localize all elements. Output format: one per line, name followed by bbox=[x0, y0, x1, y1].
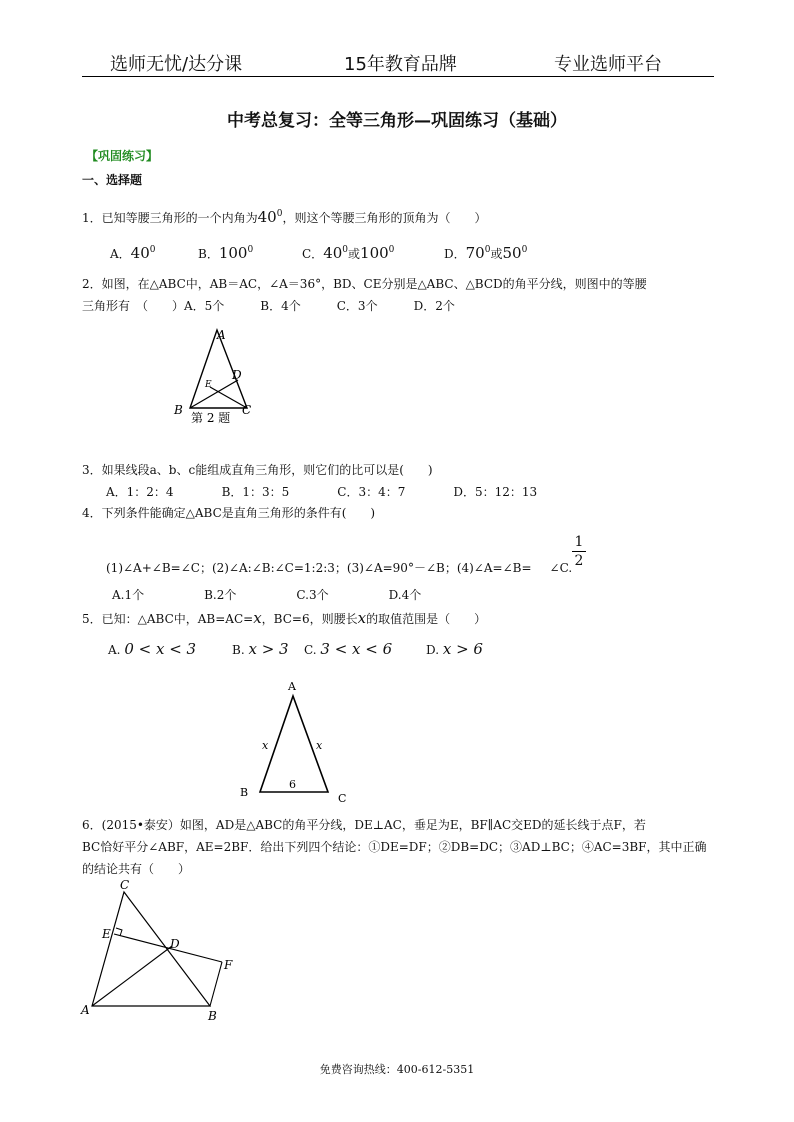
q4-conditions-text: (1)∠A+∠B=∠C；(2)∠A:∠B:∠C=1:2:3；(3)∠A=90°－∠B；(4)∠A=∠B= bbox=[106, 561, 532, 575]
q6-triangle-abc bbox=[92, 892, 210, 1006]
q2-line1: 2．如图，在△ABC中，AB＝AC，∠A＝36°，BD、CE分别是△ABC、△BCD的角平分线，则图中的等腰 bbox=[82, 277, 647, 291]
q5-var-x2: x bbox=[357, 609, 367, 627]
q5-option-a[interactable]: A. 0 < x < 3 bbox=[108, 640, 197, 658]
q2-label-c: C bbox=[242, 403, 252, 417]
q6-label-f: F bbox=[224, 958, 233, 972]
q6-label-d: D bbox=[170, 937, 180, 951]
q4-options[interactable]: A.1个 B.2个 C.3个 D.4个 bbox=[112, 588, 422, 602]
header-center: 15年教育品牌 bbox=[344, 54, 457, 75]
q1-option-d[interactable]: D．$70^0$或$50^0$ bbox=[444, 244, 528, 262]
q5-stem: 5．已知：△ABC中，AB=AC=x，BC=6，则腰长x的取值范围是（ ） bbox=[82, 609, 487, 627]
q6-label-e: E bbox=[102, 927, 111, 941]
q4-fraction-denominator: 2 bbox=[572, 551, 586, 570]
q2-label-e: E bbox=[205, 380, 212, 390]
q2-caption: 第 2 题 bbox=[191, 411, 231, 425]
q6-label-c: C bbox=[120, 878, 130, 892]
q4-fraction bbox=[572, 533, 586, 570]
q3-stem: 3．如果线段a、b、c能组成直角三角形，则它们的比可以是( ) bbox=[82, 463, 433, 477]
q1-stem-text: 1．已知等腰三角形的一个内角为 bbox=[82, 211, 258, 225]
q1-angle: $40^0$ bbox=[257, 208, 283, 226]
q5-option-c[interactable]: C. 3 < x < 6 bbox=[304, 640, 393, 658]
q3-options[interactable]: A．1：2：4 B．1：3：5 C．3：4：7 D．5：12：13 bbox=[106, 485, 538, 499]
q4-conditions-end: ∠C. bbox=[549, 561, 573, 575]
q6-figure bbox=[78, 876, 248, 1026]
q6-label-a: A bbox=[81, 1003, 90, 1017]
q4-conditions bbox=[106, 558, 572, 578]
q5-label-base: 6 bbox=[289, 778, 296, 791]
header-left: 选师无忧/达分课 bbox=[110, 54, 243, 75]
q5-option-d[interactable]: D. x > 6 bbox=[426, 640, 483, 658]
q2-label-d: D bbox=[232, 368, 242, 382]
q2-label-b: B bbox=[174, 403, 183, 417]
q6-segment-ad bbox=[92, 946, 172, 1006]
q1-stem bbox=[82, 204, 486, 228]
q1-option-a[interactable]: A．$40^0$ bbox=[110, 244, 156, 262]
q5-label-right-x: x bbox=[316, 739, 323, 752]
q2-figure bbox=[165, 325, 265, 430]
page-title: 中考总复习：全等三角形—巩固练习（基础） bbox=[227, 111, 567, 131]
q5-figure bbox=[230, 676, 360, 806]
q5-label-left-x: x bbox=[262, 739, 269, 752]
header-rule bbox=[82, 76, 714, 77]
q2-bisector-bd bbox=[190, 380, 238, 408]
q4-stem: 4．下列条件能确定△ABC是直角三角形的条件有( ) bbox=[82, 506, 376, 520]
q5-label-b: B bbox=[240, 786, 249, 799]
q6-line2: BC恰好平分∠ABF，AE=2BF．给出下列四个结论：①DE=DF；②DB=DC；③AD⊥BC；④AC=3BF，其中正确 bbox=[82, 840, 707, 854]
q5-var-x: x bbox=[253, 609, 262, 627]
q1-stem-tail: ，则这个等腰三角形的顶角为（ ） bbox=[282, 211, 487, 225]
q5-label-a: A bbox=[288, 680, 296, 693]
section-heading: 一、选择题 bbox=[82, 173, 143, 187]
section-tag: 【巩固练习】 bbox=[86, 149, 159, 163]
q6-line3: 的结论共有（ ） bbox=[82, 862, 191, 876]
q2-line2: 三角形有 （ ）A．5个 B．4个 C．3个 D．2个 bbox=[82, 299, 455, 313]
q6-line1: 6．(2015•泰安）如图，AD是△ABC的角平分线，DE⊥AC，垂足为E，BF∥AC交ED的延长线于点F，若 bbox=[82, 818, 646, 832]
q1-option-c[interactable]: C．$40^0$或$100^0$ bbox=[302, 244, 395, 262]
q6-label-b: B bbox=[208, 1009, 217, 1023]
footer-hotline: 免费咨询热线：400-612-5351 bbox=[319, 1063, 475, 1076]
q6-segment-ef bbox=[114, 934, 222, 962]
q2-label-a: A bbox=[217, 328, 226, 342]
header-right: 专业选师平台 bbox=[554, 54, 662, 75]
q5-option-b[interactable]: B. x > 3 bbox=[232, 640, 289, 658]
q6-segment-bf bbox=[210, 962, 222, 1006]
q1-option-b[interactable]: B．$100^0$ bbox=[198, 244, 254, 262]
q4-fraction-numerator: 1 bbox=[574, 534, 584, 550]
q5-label-c: C bbox=[338, 792, 347, 805]
